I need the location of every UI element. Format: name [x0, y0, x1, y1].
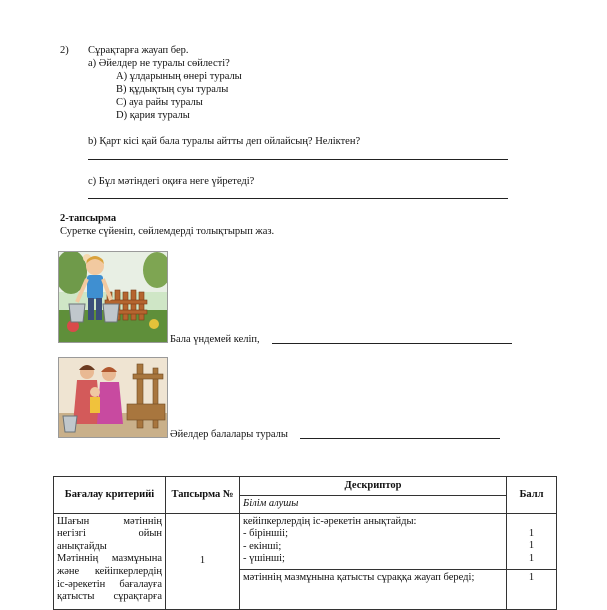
descriptor2-text: мәтіннің мазмұнына қатысты сұраққа жауап береді; [243, 571, 475, 583]
scores1-cell [507, 513, 557, 569]
descriptor1-item: - біріншіі; [243, 528, 289, 540]
score-value: 1 [528, 571, 535, 583]
answer-line-sentence2[interactable] [300, 438, 500, 439]
assessment-rubric-table [53, 476, 557, 610]
task2-instruction: Суретке сүйеніп, сөйлемдерді толықтырып жаз. [60, 226, 275, 237]
descriptor1-cell [240, 513, 507, 569]
answer-line-b[interactable] [88, 159, 508, 160]
task2-title: 2-тапсырма [60, 213, 117, 224]
header-task: Тапсырма № [166, 477, 240, 514]
option-b: B) құдықтың суы туралы [116, 84, 229, 95]
option-c: C) ауа райы туралы [116, 97, 203, 108]
question-prompt: Сұрақтарға жауап бер. [88, 45, 189, 56]
descriptor-subheader: Білім алушы [240, 496, 507, 514]
question-number: 2) [60, 45, 69, 56]
criteria-line: Мәтіннің мазмұнына [57, 553, 162, 565]
score-value: 1 [528, 552, 535, 564]
criteria-line: Шағын мәтіннің [57, 515, 162, 527]
descriptor1-item: - екінші; [243, 540, 282, 552]
header-score: Балл [507, 477, 557, 514]
option-d: D) қария туралы [116, 110, 190, 121]
sentence1-start: Бала үндемей келіп, [170, 334, 260, 345]
score2-cell [507, 569, 557, 609]
header-descriptor: Дескриптор [240, 477, 507, 496]
question-b: b) Қарт кісі қай бала туралы айтты деп ойлайсың? Неліктен? [88, 136, 361, 147]
question-a: a) Әйелдер не туралы сөйлесті? [88, 58, 230, 69]
boy-carrying-buckets-picture [58, 251, 168, 343]
criteria-line: қатысты сұрақтарға [57, 591, 162, 603]
criteria-line: іс-әрекетін бағалауға [57, 578, 162, 590]
score-value: 1 [528, 540, 535, 552]
descriptor1-title: кейіпкерлердің іс-әрекетін анықтайды: [243, 515, 417, 527]
option-a: A) ұлдарының өнері туралы [116, 71, 242, 82]
question-c: c) Бұл мәтіндегі оқиға неге үйретеді? [88, 176, 255, 187]
women-at-well-picture [58, 357, 168, 438]
descriptor2-cell [240, 569, 507, 609]
boy-illustration [59, 252, 167, 342]
score-value: 1 [528, 527, 535, 539]
answer-line-sentence1[interactable] [272, 343, 512, 344]
criteria-line: анықтайды [57, 540, 107, 552]
criteria-line: негізгі ойын [57, 528, 162, 540]
descriptor1-item: - үшінші; [243, 553, 285, 565]
answer-line-c[interactable] [88, 198, 508, 199]
task-number: 1 [199, 554, 206, 566]
criteria-line: және кейіпкерлердің [57, 565, 162, 577]
header-criteria: Бағалау критерийі [54, 477, 166, 514]
sentence2-start: Әйелдер балалары туралы [170, 429, 288, 440]
women-illustration [59, 358, 167, 437]
